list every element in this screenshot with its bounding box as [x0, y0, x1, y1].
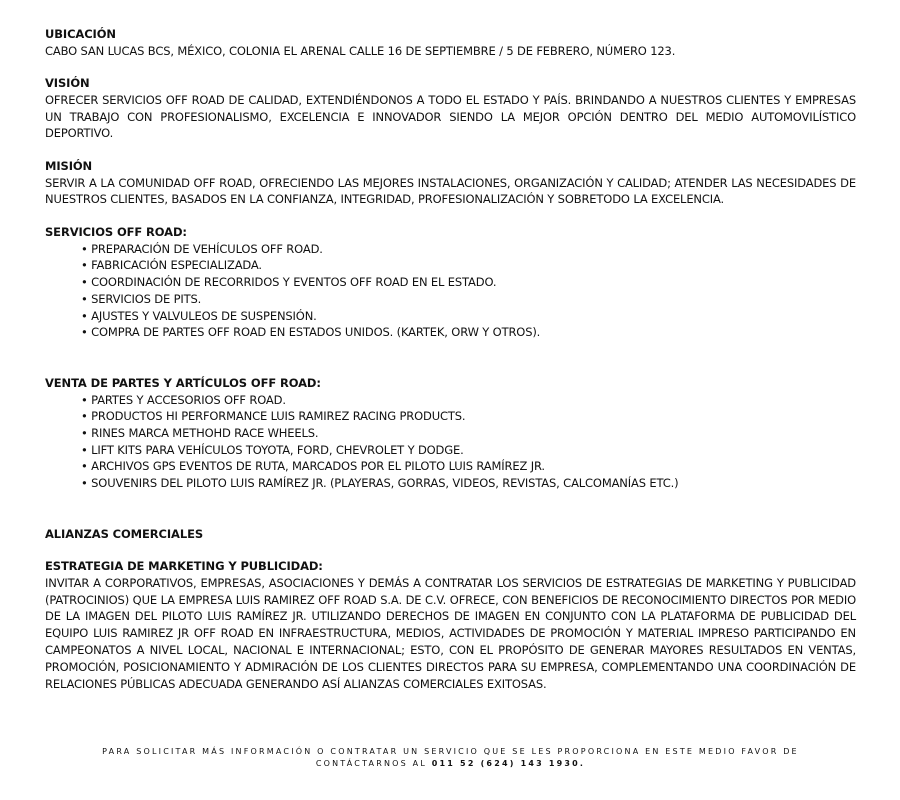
list-item: • SERVICIOS DE PITS. [81, 291, 856, 308]
heading-vision: VISIÓN [45, 76, 90, 91]
heading-alianzas: ALIANZAS COMERCIALES [45, 526, 204, 541]
text-estrategia: INVITAR A CORPORATIVOS, EMPRESAS, ASOCIACIONES Y DEMÁS A CONTRATAR LOS SERVICIOS DE ESTRATEGIAS DE MARKETING Y PUBLICIDAD (PATROCINIOS) QUE LA EMPRESA LUIS RAMIREZ OFF ROAD S.A. DE C.V. OFRECE, CON BENEFICIOS DE RECONOCIMIENTO DIRECTOS POR MEDIO DE LA IMAGEN DEL PILOTO LUIS RAMÍREZ JR. UTILIZANDO DERECHOS DE IMAGEN EN CONJUNTO CON LA PLATAFORMA DE PUBLICIDAD DEL EQUIPO LUIS RAMIREZ JR OFF ROAD EN INFRAESTRUCTURA, MEDIOS, ACTIVIDADES DE PROMOCIÓN Y MATERIAL IMPRESO PARTICIPANDO EN CAMPEONATOS A NIVEL LOCAL, NACIONAL E INTERNACIONAL; ESTO, CON EL PROPÓSITO DE GENERAR MAYORES RESULTADOS EN VENTAS, PROMOCIÓN, POSICIONAMIENTO Y ADMIRACIÓN DE LOS CLIENTES DIRECTOS PARA SU EMPRESA, COMPLEMENTANDO UNA COORDINACIÓN DE RELACIONES PÚBLICAS ADECUADA GENERANDO ASÍ ALIANZAS COMERCIALES EXITOSAS. [45, 575, 856, 691]
heading-estrategia: ESTRATEGIA DE MARKETING Y PUBLICIDAD: [45, 559, 323, 574]
footer-contact-label: CONTÁCTARNOS AL [315, 758, 432, 768]
list-item: • PREPARACIÓN DE VEHÍCULOS OFF ROAD. [81, 241, 856, 258]
list-item: • RINES MARCA METHOHD RACE WHEELS. [81, 425, 856, 442]
section-mision [45, 158, 856, 208]
list-servicios [45, 241, 856, 341]
list-venta [45, 392, 856, 492]
list-item: • COORDINACIÓN DE RECORRIDOS Y EVENTOS OFF ROAD EN EL ESTADO. [81, 274, 856, 291]
footer-line-1: PARA SOLICITAR MÁS INFORMACIÓN O CONTRATAR UN SERVICIO QUE SE LES PROPORCIONA EN ESTE MEDIO FAVOR DE [102, 747, 799, 756]
footer-contact [45, 746, 856, 769]
heading-venta: VENTA DE PARTES Y ARTÍCULOS OFF ROAD: [45, 376, 321, 390]
list-item: • PRODUCTOS HI PERFORMANCE LUIS RAMIREZ RACING PRODUCTS. [81, 408, 856, 425]
section-alianzas [45, 526, 856, 543]
text-vision: OFRECER SERVICIOS OFF ROAD DE CALIDAD, EXTENDIÉNDONOS A TODO EL ESTADO Y PAÍS. BRINDANDO A NUESTROS CLIENTES Y EMPRESAS UN TRABAJO CON PROFESIONALISMO, EXCELENCIA E INNOVADOR SIENDO LA MEJOR OPCIÓN DENTRO DEL MEDIO AUTOMOVILÍSTICO DEPORTIVO. [45, 92, 856, 141]
heading-servicios: SERVICIOS OFF ROAD: [45, 225, 187, 240]
section-venta [45, 375, 856, 492]
section-servicios [45, 224, 856, 341]
section-estrategia [45, 558, 856, 692]
list-item: • COMPRA DE PARTES OFF ROAD EN ESTADOS UNIDOS. (KARTEK, ORW Y OTROS). [81, 324, 856, 341]
section-vision [45, 75, 856, 142]
footer-phone: 011 52 (624) 143 1930. [431, 758, 586, 768]
heading-mision: MISIÓN [45, 159, 93, 174]
list-item: • LIFT KITS PARA VEHÍCULOS TOYOTA, FORD, CHEVROLET Y DODGE. [81, 442, 856, 459]
list-item: • AJUSTES Y VALVULEOS DE SUSPENSIÓN. [81, 308, 856, 325]
footer-line-2 [45, 758, 856, 770]
list-item: • PARTES Y ACCESORIOS OFF ROAD. [81, 392, 856, 409]
list-item: • ARCHIVOS GPS EVENTOS DE RUTA, MARCADOS POR EL PILOTO LUIS RAMÍREZ JR. [81, 458, 856, 475]
document-body [45, 26, 856, 692]
list-item: • FABRICACIÓN ESPECIALIZADA. [81, 257, 856, 274]
section-ubicacion [45, 26, 856, 59]
text-mision: SERVIR A LA COMUNIDAD OFF ROAD, OFRECIENDO LAS MEJORES INSTALACIONES, ORGANIZACIÓN Y CALIDAD; ATENDER LAS NECESIDADES DE NUESTROS CLIENTES, BASADOS EN LA CONFIANZA, INTEGRIDAD, PROFESIONALIZACIÓN Y SOBRETODO LA EXCELENCIA. [45, 175, 856, 207]
heading-ubicacion: UBICACIÓN [45, 27, 116, 41]
list-item: • SOUVENIRS DEL PILOTO LUIS RAMÍREZ JR. (PLAYERAS, GORRAS, VIDEOS, REVISTAS, CALCOMANÍAS ETC.) [81, 475, 856, 492]
text-ubicacion: CABO SAN LUCAS BCS, MÉXICO, COLONIA EL ARENAL CALLE 16 DE SEPTIEMBRE / 5 DE FEBRERO, NÚMERO 123. [45, 43, 676, 58]
